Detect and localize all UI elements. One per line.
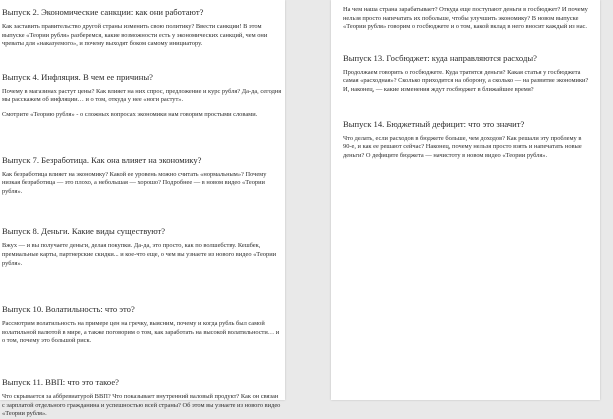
- episode-description-line: 90-е, и как ее решают сейчас? Наконец, почему нельзя просто взять и напечатать новые: [343, 143, 582, 151]
- episode-description-line: Продолжаем говорить о госбюджете. Куда тратятся деньги? Какая статья у госбюджета: [343, 68, 581, 76]
- episode-description: Почему в магазинах растут цены? Как влияет на них спрос, предложение и курс рубля? Да-да, сегодня мы расскажем об инфляции… и о том, откуда у нее «ноги растут».: [2, 87, 282, 104]
- episode-description-line: «Теории рубля» говорим о госбюджете и о том, какой вклад в него вносит каждый из нас.: [343, 23, 587, 31]
- episode-heading: Выпуск 10. Волатильность: что это?: [2, 304, 135, 315]
- episode-heading: Выпуск 7. Безработица. Как она влияет на экономику?: [2, 154, 202, 165]
- episode-description-line: деньги? О дефиците бюджета — начистоту в новом видео «Теории рубля».: [343, 151, 548, 159]
- episode-heading: Выпуск 13. Госбюджет: куда направляются расходы?: [343, 52, 537, 63]
- episode-8-section: [2, 226, 282, 268]
- episode-11-section: [2, 377, 282, 419]
- episode-13-section: [343, 53, 613, 95]
- episode-description-line: И, наконец, — какие изменения ждут госбюджет в ближайшее время?: [343, 85, 534, 93]
- episode-12-continued-section: [343, 6, 613, 32]
- episode-10-section: [2, 304, 282, 346]
- document-page-right: [331, 0, 600, 400]
- episode-heading: Выпуск 14. Бюджетный дефицит: что это значит?: [343, 118, 525, 129]
- episode-description-line: нельзя просто напечатать их побольше, чтобы улучшить экономику? В новом выпуске: [343, 14, 579, 22]
- episode-14-section: [343, 119, 613, 161]
- episode-7-section: [2, 155, 282, 197]
- episode-heading: Выпуск 4. Инфляция. В чем ее причины?: [2, 71, 153, 82]
- episode-description: Смотрите «Теорию рубля» - о сложных вопросах экономики нам говорим простыми словами.: [2, 110, 258, 118]
- document-page-left: [0, 0, 285, 418]
- episode-description: Как безработица влияет на экономику? Какой ее уровень можно считать «нормальным»? Почему низкая безработица — это плохо, а небольшая — хорошо? Подробнее — в новом видео «Теории рубля».: [2, 170, 267, 195]
- episode-description-line: На чем наша страна зарабатывает? Откуда еще поступают деньги в госбюджет? И почему: [343, 6, 588, 13]
- episode-description-line: Что делать, если расходов в бюджете больше, чем доходов? Как решали эту проблему в: [343, 134, 582, 142]
- episode-heading: Выпуск 11. ВВП: что это такое?: [2, 376, 119, 387]
- episode-heading: Выпуск 8. Деньги. Какие виды существуют?: [2, 226, 166, 237]
- episode-description: Как заставить правительство другой страны изменить свою политику? Ввести санкции! В этом выпуске «Теории рубля» разберемся, какие возможности есть у экономических санкций, чем они чреваты для «наказуемого», и почему выходят боком самому инициатору.: [2, 23, 268, 48]
- episode-description: Что скрывается за аббревиатурой ВВП? Что показывает внутренний валовый продукт? Как он связан с зарплатой отдельного гражданина и успешностью всей страны? Об этом вы узнаете из нового видео «Теории рубля».: [2, 392, 281, 418]
- episode-description: Вжух — и вы получаете деньги, делая покупки. Да-да, это просто, как по волшебству. Кешбек, премиальные карты, партнерские скидки... и кое-что еще, о чем вы узнаете из нового видео «Теории рубля».: [2, 242, 277, 267]
- episode-description: Рассмотрим волатильность на примере цен на гречку, выясним, почему и когда рубль был самой волатильной валютой в мире, а также поговорим о том, как заработать на высокой волатильности… и о том, почему это большой риск.: [2, 320, 280, 345]
- episode-4-section: [2, 72, 282, 120]
- episode-heading: Выпуск 2. Экономические санкции: как они работают?: [2, 7, 204, 17]
- episode-2-section: [2, 7, 282, 49]
- episode-description-line: самая «расходная»? Сколько приходится на оборону, а сколько — на развитие экономики?: [343, 77, 589, 85]
